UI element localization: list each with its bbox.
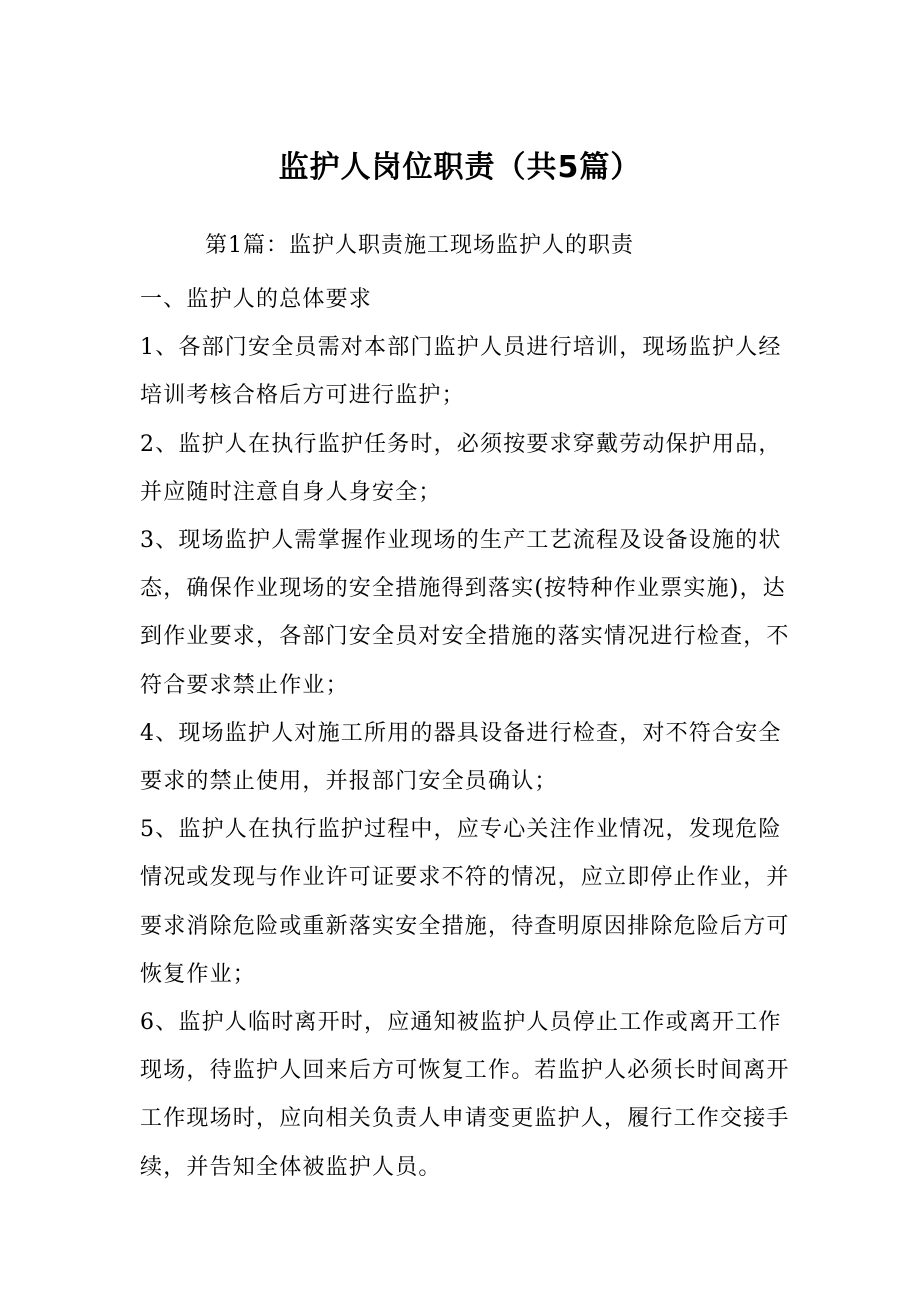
paragraph-2: 2、监护人在执行监护任务时，必须按要求穿戴劳动保护用品，并应随时注意自身人身安全； (140, 431, 782, 505)
document-title: 监护人岗位职责（共5篇） (278, 150, 642, 185)
paragraph-3: 3、现场监护人需掌握作业现场的生产工艺流程及设备设施的状态，确保作业现场的安全措施得到落实(按特种作业票实施)，达到作业要求，各部门安全员对安全措施的落实情况进行检查，不符合要求禁止作业； (140, 528, 790, 698)
paragraph-5: 5、监护人在执行监护过程中，应专心关注作业情况，发现危险情况或发现与作业许可证要求不符的情况，应立即停止作业，并要求消除危险或重新落实安全措施，待查明原因排除危险后方可恢复作业； (140, 817, 790, 987)
paragraph-4: 4、现场监护人对施工所用的器具设备进行检查，对不符合安全要求的禁止使用，并报部门安全员确认； (140, 720, 782, 795)
document-body (140, 276, 790, 1192)
article-subtitle: 第1篇：监护人职责施工现场监护人的职责 (205, 233, 634, 258)
section-heading: 一、监护人的总体要求 (140, 287, 373, 312)
paragraph-1: 1、各部门安全员需对本部门监护人员进行培训，现场监护人经培训考核合格后方可进行监护； (140, 335, 782, 409)
paragraph-6: 6、监护人临时离开时，应通知被监护人员停止工作或离开工作现场，待监护人回来后方可恢复工作。若监护人必须长时间离开工作现场时，应向相关负责人申请变更监护人，履行工作交接手续，并告知全体被监护人员。 (140, 1010, 790, 1180)
